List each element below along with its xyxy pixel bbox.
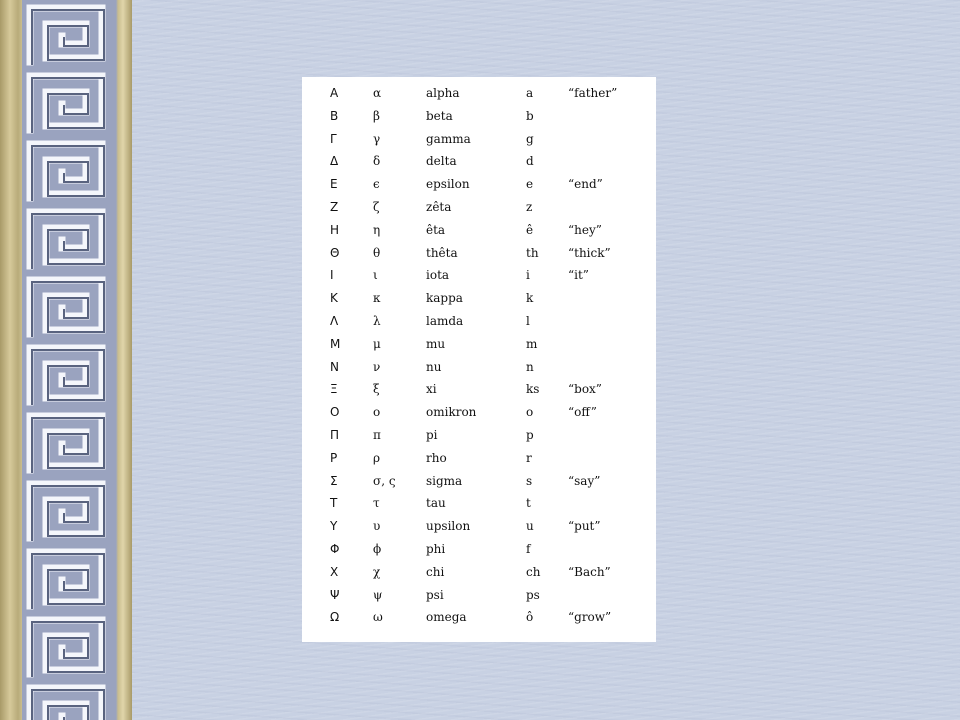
- transliteration: r: [526, 450, 532, 465]
- alphabet-row: [302, 334, 656, 356]
- letter-name: pi: [426, 428, 438, 442]
- uppercase-letter: Ζ: [330, 200, 339, 214]
- transliteration: ks: [526, 382, 540, 397]
- alphabet-row: [302, 448, 656, 470]
- alphabet-row: [302, 607, 656, 629]
- transliteration: k: [526, 291, 534, 306]
- lowercase-letter: π: [373, 428, 381, 442]
- lowercase-letter: η: [373, 222, 381, 237]
- uppercase-letter: Ε: [330, 177, 338, 192]
- uppercase-letter: Ρ: [330, 450, 338, 465]
- lowercase-letter: ϵ: [373, 177, 380, 192]
- lowercase-letter: ψ: [373, 587, 383, 602]
- pronunciation-example: “thick”: [568, 245, 611, 260]
- uppercase-letter: Ω: [330, 610, 340, 625]
- lowercase-letter: ρ: [373, 450, 381, 465]
- lowercase-letter: θ: [373, 245, 381, 260]
- uppercase-letter: Ξ: [330, 382, 338, 397]
- pronunciation-example: “hey”: [568, 222, 602, 237]
- letter-name: phi: [426, 542, 446, 556]
- pronunciation-example: “box”: [568, 382, 602, 397]
- uppercase-letter: Ψ: [330, 587, 340, 602]
- alphabet-row: [302, 243, 656, 265]
- alphabet-row: [302, 83, 656, 105]
- alphabet-row: [302, 106, 656, 128]
- alphabet-row: [302, 288, 656, 310]
- lowercase-letter: χ: [373, 564, 381, 579]
- alphabet-row: [302, 379, 656, 401]
- letter-name: xi: [426, 382, 437, 397]
- uppercase-letter: Κ: [330, 291, 338, 306]
- transliteration: u: [526, 519, 534, 534]
- letter-name: iota: [426, 268, 450, 283]
- transliteration: ô: [526, 610, 534, 625]
- pronunciation-example: “father”: [568, 86, 618, 100]
- letter-name: lamda: [426, 314, 464, 328]
- lowercase-letter: ξ: [373, 382, 380, 397]
- uppercase-letter: Ο: [330, 405, 340, 420]
- uppercase-letter: Φ: [330, 542, 340, 556]
- transliteration: m: [526, 336, 538, 351]
- pronunciation-example: “put”: [568, 519, 601, 534]
- lowercase-letter: μ: [373, 336, 381, 351]
- transliteration: th: [526, 245, 539, 260]
- uppercase-letter: Μ: [330, 336, 341, 351]
- alphabet-row: [302, 516, 656, 538]
- uppercase-letter: Δ: [330, 154, 339, 169]
- transliteration: f: [526, 542, 531, 556]
- lowercase-letter: λ: [373, 314, 381, 328]
- transliteration: n: [526, 359, 534, 374]
- greek-alphabet-table: [302, 77, 656, 642]
- uppercase-letter: Γ: [330, 131, 337, 146]
- letter-name: chi: [426, 564, 445, 579]
- letter-name: êta: [426, 222, 446, 237]
- lowercase-letter: σ, ς: [373, 473, 396, 488]
- lowercase-letter: α: [373, 86, 382, 100]
- transliteration: ps: [526, 587, 540, 602]
- letter-name: nu: [426, 359, 442, 374]
- alphabet-row: [302, 197, 656, 219]
- transliteration: ch: [526, 564, 541, 579]
- transliteration: l: [526, 314, 530, 328]
- transliteration: g: [526, 131, 534, 146]
- alphabet-row: [302, 220, 656, 242]
- pronunciation-example: “say”: [568, 473, 601, 488]
- uppercase-letter: Ι: [330, 268, 334, 283]
- letter-name: omikron: [426, 405, 477, 420]
- pronunciation-example: “grow”: [568, 610, 612, 625]
- uppercase-letter: Θ: [330, 245, 340, 260]
- alphabet-row: [302, 471, 656, 493]
- uppercase-letter: Χ: [330, 564, 339, 579]
- transliteration: d: [526, 154, 534, 169]
- alphabet-row: [302, 129, 656, 151]
- lowercase-letter: γ: [373, 131, 381, 146]
- transliteration: a: [526, 86, 534, 100]
- letter-name: sigma: [426, 473, 463, 488]
- letter-name: epsilon: [426, 177, 470, 192]
- letter-name: rho: [426, 450, 447, 465]
- lowercase-letter: ο: [373, 405, 381, 420]
- alphabet-row: [302, 357, 656, 379]
- letter-name: zêta: [426, 200, 452, 214]
- transliteration: p: [526, 428, 534, 442]
- alphabet-row: [302, 174, 656, 196]
- transliteration: ê: [526, 222, 534, 237]
- transliteration: i: [526, 268, 530, 283]
- transliteration: t: [526, 496, 531, 511]
- pronunciation-example: “end”: [568, 177, 603, 192]
- uppercase-letter: Β: [330, 108, 339, 123]
- letter-name: tau: [426, 496, 446, 511]
- alphabet-row: [302, 585, 656, 607]
- alphabet-row: [302, 425, 656, 447]
- letter-name: mu: [426, 336, 446, 351]
- greek-key-pattern: [22, 0, 112, 720]
- uppercase-letter: Σ: [330, 473, 338, 488]
- letter-name: delta: [426, 154, 457, 169]
- uppercase-letter: Τ: [330, 496, 338, 511]
- uppercase-letter: Α: [330, 86, 339, 100]
- pronunciation-example: “off”: [568, 405, 597, 420]
- uppercase-letter: Υ: [330, 519, 338, 534]
- uppercase-letter: Η: [330, 222, 340, 237]
- lowercase-letter: ϕ: [373, 542, 382, 556]
- letter-name: alpha: [426, 86, 460, 100]
- lowercase-letter: κ: [373, 291, 381, 306]
- lowercase-letter: ζ: [373, 200, 380, 214]
- lowercase-letter: ν: [373, 359, 381, 374]
- lowercase-letter: υ: [373, 519, 381, 534]
- lowercase-letter: ω: [373, 610, 383, 625]
- alphabet-row: [302, 562, 656, 584]
- lowercase-letter: δ: [373, 154, 381, 169]
- letter-name: psi: [426, 587, 444, 602]
- greek-key-border: [0, 0, 132, 720]
- transliteration: z: [526, 200, 533, 214]
- lowercase-letter: τ: [373, 496, 380, 511]
- transliteration: o: [526, 405, 534, 420]
- pronunciation-example: “it”: [568, 268, 589, 283]
- uppercase-letter: Ν: [330, 359, 339, 374]
- lowercase-letter: β: [373, 108, 380, 123]
- alphabet-row: [302, 265, 656, 287]
- alphabet-row: [302, 539, 656, 561]
- letter-name: beta: [426, 108, 453, 123]
- pronunciation-example: “Bach”: [568, 564, 611, 579]
- letter-name: omega: [426, 610, 467, 625]
- lowercase-letter: ι: [373, 268, 378, 283]
- alphabet-row: [302, 311, 656, 333]
- letter-name: gamma: [426, 131, 471, 146]
- alphabet-row: [302, 402, 656, 424]
- alphabet-row: [302, 493, 656, 515]
- alphabet-row: [302, 151, 656, 173]
- transliteration: b: [526, 108, 534, 123]
- uppercase-letter: Π: [330, 428, 340, 442]
- letter-name: upsilon: [426, 519, 471, 534]
- transliteration: e: [526, 177, 534, 192]
- uppercase-letter: Λ: [330, 314, 339, 328]
- letter-name: thêta: [426, 245, 458, 260]
- letter-name: kappa: [426, 291, 463, 306]
- transliteration: s: [526, 473, 533, 488]
